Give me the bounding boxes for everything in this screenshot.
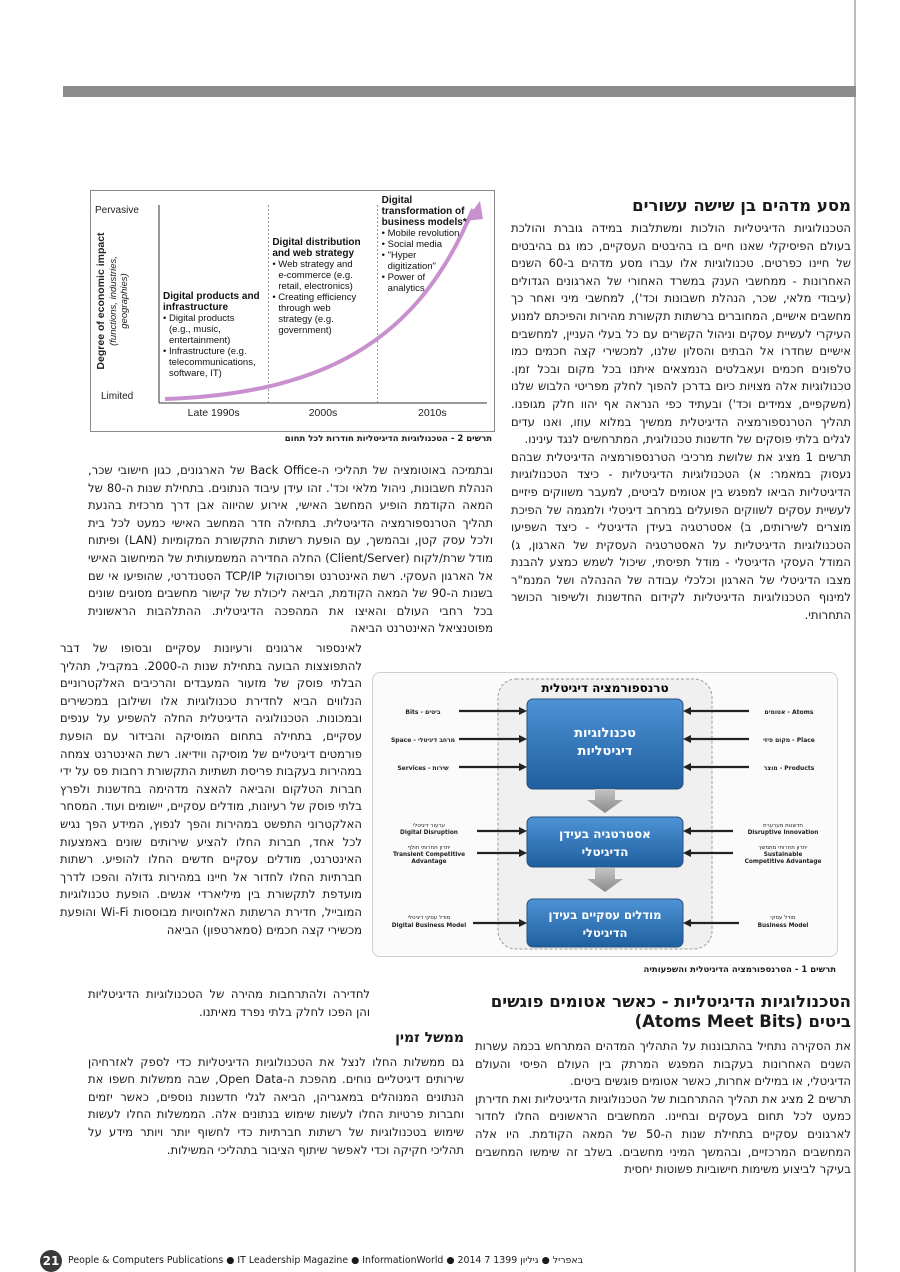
left-strategy-label-en: Advantage (411, 859, 447, 865)
digital-tech-box-line2: דיגיטליות (577, 744, 633, 759)
digital-strategy-box (527, 817, 683, 867)
atoms-paragraph-2: תרשים 2 מציג את תהליך ההתרחבות של הטכנולוגיות הדיגיטליות ואת חדירתן כמעט לכל תחום בעסקים ובחיינו. המחשבים הראשונים החלו לחדור לארגונים עסקיים בתחילת שנות ה-50 של המאה הקודמת. היו אלה המחשבים המרכזיים, ובהמשך המיני מחשבים. בשלב זה שימשו המחשבים בעיקר לביצוע משימות חישוביות פשוטות יחסית (475, 1091, 851, 1177)
left-model-label-en: Digital Business Model (391, 923, 467, 929)
stage-bullet-2: • Web strategy and (272, 259, 353, 270)
x-tick-label: 2010s (418, 407, 447, 419)
stage-bullet-2: retail, electronics) (278, 281, 353, 292)
footer (40, 1250, 584, 1272)
footer-text: People & Computers Publications ● IT Leadership Magazine ● InformationWorld ● 2014 7 באפריל ● גיליון 1399 (68, 1255, 584, 1266)
figure1-caption: תרשים 1 - הטרנספורמציה הדיגיטלית והשפעותיה (643, 965, 836, 975)
left-input-label: Services - שירות (397, 765, 449, 772)
page-number: 21 (40, 1250, 62, 1272)
gov-section-paragraph: גם ממשלות החלו לנצל את הטכנולוגיות הדיגיטליות כדי לספק לאזרחיהן שירותים דיגיטליים נוחים. מהפכת ה-Open Data, שבה ממשלות חשפו את הנתונים המנוהלים במאגריהן, הביאה לגלי חדשנות נוספים, כאשר יזמים וחברות פרטיות החלו לעשות שימוש בנתונים אלה. הממשלות החלו לעשות שימוש בטכנולוגיות של רשתות חברתיות כדי לחשוף יותר ויותר מידע על תהליכי חקיקה וכדי לאפשר שיתוף הציבור בתהליכי המשילות. (88, 1054, 464, 1157)
x-tick-label: Late 1990s (187, 407, 240, 419)
right-strategy-label-he: יתרון תחרותי מתמשך (758, 845, 808, 851)
stage-bullet-2: • Creating efficiency (272, 292, 357, 303)
top-banner-bar (63, 86, 856, 97)
stage-bullet-3: analytics (387, 283, 425, 294)
y-axis-label: Degree of economic impact (95, 232, 107, 370)
left-strategy-label-en: Digital Disruption (400, 830, 458, 836)
stage-bullet-3: • Power of (381, 272, 426, 283)
stage-bullet-3: • Mobile revolution (381, 228, 460, 239)
right-strategy-label-he: חדשנות מערערת (762, 823, 804, 829)
stage-bullet-1: • Digital products (163, 313, 235, 324)
digital-business-models-box-line2: הדיגיטלי (582, 926, 628, 940)
left-strategy-label-he: ערעור דיגיטלי (413, 823, 445, 829)
diagram-title: טרנספורמציה דיגיטלית (541, 681, 669, 695)
digital-tech-box-line1: טכנולוגיות (574, 726, 636, 741)
stage-bullet-3: • Social media (381, 239, 443, 250)
stage-bullet-2: e-commerce (e.g. (278, 270, 353, 281)
stage-title-1: infrastructure (163, 302, 229, 313)
atoms-section (475, 992, 851, 1179)
figure1-intro-paragraph: תרשים 1 מציג את שלושת מרכיבי הטרנספורמציה הדיגיטלית שבהם נעסוק במאמר: א) הטכנולוגיות הדיגיטליות - כיצד הטכנולוגיות הדיגיטליות הביאו למפגש בין אטומים לביטים, למעבר משווקים פיזיים לעשיית עסקים לשווקים הפועלים במרחב דיגיטלי ולמגמה של הפיכת מוצרים לשירותים, ב) אסטרטגיה בעידן הדיגיטלי - כיצד השפיעו הטכנולוגיות הדיגיטליות על האסטרטגיה העסקית של הארגון, ג) המודל העסקי הדיגיטלי - מודל תפיסתי, שיכול לשמש כמצע להבנת מצבו הדיגיטלי של הארגון וכלכלי עבודה של ההנהלה ושל המנמ"ר למינוף הטכנולוגיות הדיגיטליות לקידום החדשנות ולשיפור הכושר התחרותי. (511, 449, 851, 623)
right-strategy-label-en: Disruptive Innovation (747, 830, 819, 836)
figure2-chart-svg (91, 191, 494, 431)
left-upper-paragraph: ובתמיכה באוטומציה של תהליכי ה-Back Office של הארגונים, כגון חישובי שכר, הנהלת חשבונות, ניהול מלאי וכד'. זהו עידן עיבוד הנתונים. בתחילת שנות ה-80 של המאה הקודמת הופיע המחשב האישי, אירוע שהיווה אבן דרך מרכזית בהנעת תהליך הטרנספורמציה הדיגיטלית. בתחילה חדר המחשב האישי כמעט לכל בית ולכל עסק קטן, ובהמשך, עם הופעת רשתות התקשורת המקומיות (LAN) ופיתוח מודל שרת/לקוח (Client/Server) החלה החדירה המשמעותית של המיחשוב האישי אל הארגון העסקי. רשת האינטרנט ופרוטוקול TCP/IP הסטנדרטי, שהופיעו אי שם בשנות ה-90 של המאה הקודמת, הביאה ליכולת של קישור מחשבים מסוגים שונים בכל רחבי העולם והאיצו את המהפכה הדיגיטלית. ההתלהבות הראשונית מפוטנציאל האינטרנט הביאה (88, 463, 493, 636)
right-model-label-en: Business Model (757, 923, 809, 929)
left-column-lower (60, 640, 362, 939)
page-edge-line (854, 0, 856, 1272)
atoms-section-title-line2: ביטים (Atoms Meet Bits) (634, 1012, 851, 1031)
stage-bullet-1: • Infrastructure (e.g. (163, 346, 247, 357)
y-axis-sublabel-1: (functions, industries, (108, 256, 119, 346)
y-tick-bottom: Limited (101, 391, 134, 402)
stage-title-3: Digital (381, 195, 413, 206)
figure2-chart (90, 190, 495, 432)
stage-bullet-3: • "Hyper (381, 250, 417, 261)
y-axis-sublabel-2: geographies) (119, 273, 130, 329)
stage-title-1: Digital products and (163, 291, 260, 302)
figure1-diagram (372, 672, 838, 957)
stage-bullet-1: entertainment) (169, 335, 231, 346)
right-column-intro (511, 196, 851, 625)
right-input-label: אטומים - Atoms (764, 709, 814, 716)
gov-section (88, 1030, 464, 1159)
right-input-label: מקום פיזי - Place (763, 737, 815, 744)
digital-business-models-box-line1: מודלים עסקיים בעידן (548, 908, 662, 922)
x-tick-label: 2000s (308, 407, 338, 419)
atoms-section-title-line1: הטכנולוגיות הדיגיטליות - כאשר אטומים פוגשים (490, 992, 851, 1011)
stage-title-3: business models* (381, 217, 467, 228)
figure1-diagram-svg (373, 673, 837, 956)
left-wide-paragraph: לחדירה ולהתרחבות מהירה של הטכנולוגיות הדיגיטליות והן הפכו לחלק בלתי נפרד מאיתנו. (88, 987, 370, 1019)
stage-title-2: and web strategy (272, 248, 355, 259)
intro-paragraph: הטכנולוגיות הדיגיטליות הולכות ומשתלבות במידה גוברת והולכת בעולם הפיסיקלי שאנו חיים בו בהיבטים העסקיים, כמו גם בהיבטים של חיינו כפרטים. טכנולוגיות אלו עברו מסע מדהים ב-60 השנים האחרונות - ממחשבי הענק במשרד האחורי של הארגונים הגדולים (עיבודי מלאי, שכר, הנהלת חשבונות וכד'), למחשבי מיני ואחר כך מחשבים אישיים, המחוברים ברשתות תקשורת מהירות והפיכתם למנוע העיקרי לעשיית עסקים וניהול הקשרים עם כל בעלי העניין, למחשבים אישיים שחדרו אל הבתים והסלון שלנו, למכשירי קצה חכמים כמו טלפונים חכמים ועאבלטים הנמצאים איתנו בכל מקום ובכל זמן. טכנולוגיות אלה מצויות כיום בדרכן להפוך לחלק מפריטי הלבוש שלנו (משקפיים, צמידים וכד') ובעתיד כפי הנראה אף יהוו חלק מגופנו. תהליך הטרנספורמציה הדיגיטלית ממשיך במלוא עוזו, ואנו עדים לגלים בלתי פוסקים של חדשנות טכנולוגית, המתרחשים לנגד עינינו. (511, 221, 852, 447)
figure2-caption: תרשים 2 - הטכנולוגיות הדיגיטליות חודרות לכל תחום (284, 434, 492, 444)
stage-bullet-2: government) (278, 325, 332, 336)
right-input-label: מוצר - Products (763, 765, 815, 772)
left-input-label: Bits - ביטים (405, 709, 441, 716)
right-model-label-he: מודל עסקי (770, 915, 796, 921)
atoms-paragraph-1: את הסקירה נתחיל בהתבוננות על התהליך המדהים המתרחש בכמה עשרות השנים האחרונות בעקבות המפגש המרתק בין העולם הפיסי והעולם הדיגיטלי, או במילים אחרות, כאשר אטומים פוגשים ביטים. (475, 1039, 851, 1089)
left-strategy-label-en: Transient Competitive (392, 852, 466, 858)
stage-bullet-3: digitization" (387, 261, 436, 272)
left-lower-paragraph: לאינספור ארגונים ורעיונות עסקיים ובסופו של דבר להתפוצצות הבועה בתחילת שנות ה-2000. במקביל, תהליך הבלתי פוסק של מזעור המעבדים והרכיבים האלקטרוניים הנלווים הביא לחדירת טכנולוגיות אלו ושילובן במכשירים ובמכונות. הטכנולוגיה הדיגיטלית החלה להשפיע על ענפים עסקיים, בתחילה בתחום המוסיקה והבידור עם הופעת פורמטים דיגיטליים של מוסיקה ווידיאו. רשת האינטרנט צמחה במהירות בעקבות פריסת תשתיות התקשורת רחבות פס על ידי חברות הטלקום והביאה להאצה מדהימה בחדשנות ולפרץ בלתי פוסק של רעיונות, מודלים עסקיים, יישומים ועוד. המסחר האלקטרוני התפשט במהירות והפך לנפוץ, המידע הפך נגיש לכל אחד, חברות החלו להציע שירותים שונים באמצעות האינטרנט, מודלים עסקיים חדשים החלו להופיע. רשתות חברתיות החלו לחדור אל חיינו במהירות גדולה והפכו לדרך מועדפת לתקשורת בין מיליארדי אנשים. הופעת טכנולוגיות המובייל, חדירת הרשתות האלחוטיות מבוססות Wi-Fi והופעת מכשירי קצה חכמים (סמארטפון) הביאה (60, 641, 362, 937)
right-strategy-label-en: Competitive Advantage (744, 859, 822, 865)
left-column-upper (88, 462, 493, 638)
stage-title-2: Digital distribution (272, 237, 361, 248)
stage-bullet-2: through web (278, 303, 331, 314)
stage-bullet-1: software, IT) (169, 368, 222, 379)
stage-bullet-1: telecommunications, (169, 357, 256, 368)
gov-section-title: ממשל זמין (395, 1030, 464, 1046)
stage-title-3: transformation of (381, 206, 465, 217)
left-model-label-he: מודל עסקי דיגיטלי (407, 915, 451, 921)
left-strategy-label-he: יתרון תחרותי חולף (407, 845, 451, 851)
left-input-label: Space - מרחב דיגיטלי (390, 737, 456, 744)
stage-bullet-1: (e.g., music, (169, 324, 221, 335)
impact-curve-arrowhead (465, 201, 483, 221)
section-title: מסע מדהים בן שישה עשורים (632, 196, 851, 215)
digital-strategy-box-line2: הדיגיטלי (581, 845, 629, 859)
digital-strategy-box-line1: אסטרטגיה בעידן (559, 827, 651, 841)
right-strategy-label-en: Sustainable (763, 852, 803, 858)
left-column-wide (88, 986, 370, 1021)
y-tick-top: Pervasive (95, 205, 139, 216)
stage-bullet-2: strategy (e.g. (278, 314, 334, 325)
